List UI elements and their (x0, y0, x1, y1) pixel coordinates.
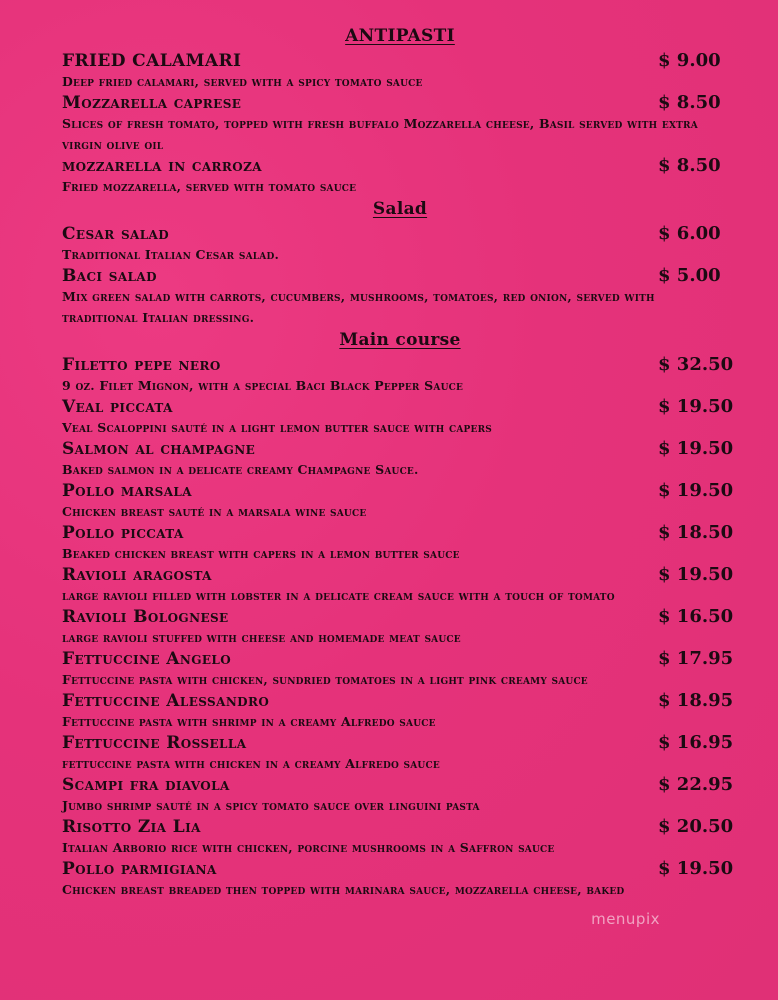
item-price: $ 20.50 (658, 816, 734, 837)
menu-item (62, 774, 738, 816)
item-price: $ 22.95 (658, 774, 734, 795)
item-description: Beaked chicken breast with capers in a lemon butter sauce (62, 546, 460, 561)
menu-item (62, 522, 738, 564)
item-name: Pollo piccata (62, 523, 184, 543)
item-price: $ 16.50 (658, 606, 734, 627)
item-name: mozzarella in carroza (62, 156, 263, 176)
item-name: FRIED CALAMARI (62, 51, 242, 71)
item-name: Filetto pepe nero (62, 355, 221, 375)
item-price: $ 19.50 (658, 480, 734, 501)
menu-item (62, 858, 738, 900)
item-description: Chicken breast sauté in a marsala wine sauce (62, 504, 367, 519)
item-description: Veal Scaloppini sauté in a light lemon butter sauce with capers (62, 420, 492, 435)
item-name: Salmon al champagne (62, 439, 256, 459)
item-price: $ 32.50 (658, 354, 734, 375)
item-name: Veal piccata (62, 397, 173, 417)
item-name: Pollo marsala (62, 481, 192, 501)
item-price: $ 18.50 (658, 522, 734, 543)
item-price: $ 18.95 (658, 690, 734, 711)
item-description: fettuccine pasta with chicken in a creamy Alfredo sauce (62, 756, 440, 771)
item-price: $ 6.00 (658, 223, 721, 244)
item-price: $ 17.95 (658, 648, 734, 669)
item-description: Deep fried calamari, served with a spicy tomato sauce (62, 74, 423, 89)
item-price: $ 19.50 (658, 564, 734, 585)
item-price: $ 9.00 (658, 50, 721, 71)
menu-content (62, 26, 738, 900)
menu-item (62, 732, 738, 774)
item-description: 9 oz. Filet Mignon, with a special Baci Black Pepper Sauce (62, 378, 464, 393)
item-description: Traditional Italian Cesar salad. (62, 247, 280, 262)
menu-item (62, 816, 738, 858)
item-description: large ravioli stuffed with cheese and homemade meat sauce (62, 630, 461, 645)
item-description: Mix green salad with carrots, cucumbers, mushrooms, tomatoes, red onion, served with traditional Italian dressing. (62, 289, 655, 325)
menu-item (62, 564, 738, 606)
item-description: Fried mozzarella, served with tomato sauce (62, 179, 357, 194)
menu-item (62, 265, 738, 328)
item-price: $ 19.50 (658, 858, 734, 879)
menu-item (62, 92, 738, 155)
item-name: Baci salad (62, 266, 157, 286)
item-name: Fettuccine Rossella (62, 733, 247, 753)
item-name: Ravioli aragosta (62, 565, 212, 585)
menu-item (62, 155, 738, 197)
item-description: Slices of fresh tomato, topped with fresh buffalo Mozzarella cheese, Basil served with extra virgin olive oil (62, 116, 698, 152)
section-title: ANTIPASTI (345, 26, 455, 46)
item-price: $ 19.50 (658, 438, 734, 459)
item-name: Fettuccine Alessandro (62, 691, 270, 711)
item-price: $ 8.50 (658, 92, 721, 113)
item-name: Risotto Zia Lia (62, 817, 201, 837)
item-description: Italian Arborio rice with chicken, porcine mushrooms in a Saffron sauce (62, 840, 555, 855)
item-name: Scampi fra diavola (62, 775, 230, 795)
menu-item (62, 606, 738, 648)
section-title: Salad (372, 199, 428, 219)
item-description: Fettuccine pasta with shrimp in a creamy Alfredo sauce (62, 714, 436, 729)
menu-item (62, 354, 738, 396)
item-name: Mozzarella caprese (62, 93, 242, 113)
item-description: Jumbo shrimp sauté in a spicy tomato sauce over linguini pasta (62, 798, 480, 813)
item-price: $ 16.95 (658, 732, 734, 753)
item-price: $ 5.00 (658, 265, 721, 286)
menu-item (62, 223, 738, 265)
item-price: $ 8.50 (658, 155, 721, 176)
section-title: Main course (339, 330, 461, 350)
item-description: Baked salmon in a delicate creamy Champagne Sauce. (62, 462, 419, 477)
item-description: Chicken breast breaded then topped with marinara sauce, mozzarella cheese, baked (62, 882, 625, 897)
item-price: $ 19.50 (658, 396, 734, 417)
menu-item (62, 690, 738, 732)
item-name: Pollo parmigiana (62, 859, 217, 879)
item-name: Fettuccine Angelo (62, 649, 232, 669)
menu-item (62, 438, 738, 480)
item-name: Cesar salad (62, 224, 170, 244)
item-description: large ravioli filled with lobster in a delicate cream sauce with a touch of tomato (62, 588, 615, 603)
item-description: Fettuccine pasta with chicken, sundried tomatoes in a light pink creamy sauce (62, 672, 588, 687)
item-name: Ravioli Bolognese (62, 607, 229, 627)
menu-item (62, 648, 738, 690)
menu-item (62, 396, 738, 438)
watermark: menupix (591, 910, 660, 928)
menu-item (62, 480, 738, 522)
menu-item (62, 50, 738, 92)
